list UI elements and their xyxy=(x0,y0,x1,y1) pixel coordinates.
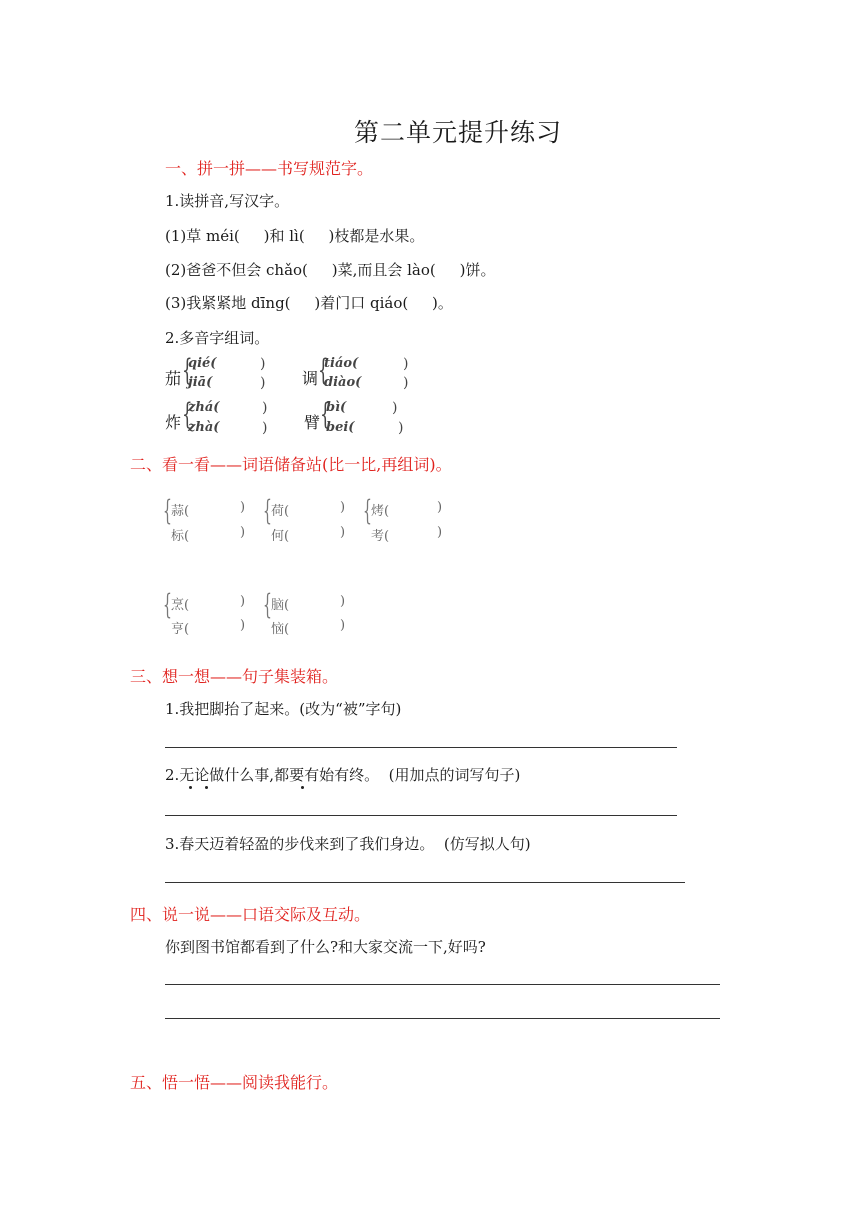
pair-bottom: 何( xyxy=(271,529,290,544)
pair-close: ) xyxy=(240,618,246,633)
s3-item-1: 1.我把脚抬了起来。(改为“被”字句) xyxy=(165,700,402,718)
brace-icon: { xyxy=(163,588,172,621)
s3-item-2: 2.无论做什么事,都要有始有终。 (用加点的词写句子) xyxy=(165,766,521,784)
poly-close: ) xyxy=(262,400,268,416)
pair-bottom: 标( xyxy=(171,529,190,544)
brace-icon: { xyxy=(320,397,331,432)
poly-close: ) xyxy=(403,375,409,391)
pair-top: 荷( xyxy=(271,504,290,519)
poly-char: 臂 xyxy=(304,413,321,432)
s4-prompt: 你到图书馆都看到了什么?和大家交流一下,好吗? xyxy=(165,938,486,956)
brace-icon: { xyxy=(263,494,272,527)
section-5-heading: 五、悟一悟——阅读我能行。 xyxy=(130,1073,339,1092)
section-4-heading: 四、说一说——口语交际及互动。 xyxy=(130,905,371,924)
poly-reading: qié( xyxy=(188,356,217,371)
answer-line[interactable] xyxy=(165,1018,720,1019)
section-1-heading: 一、拼一拼——书写规范字。 xyxy=(165,159,374,178)
pair-close: ) xyxy=(240,525,246,540)
answer-line[interactable] xyxy=(165,984,720,985)
q1-prompt: 1.读拼音,写汉字。 xyxy=(165,192,290,210)
poly-close: ) xyxy=(398,420,404,436)
q2-prompt: 2.多音字组词。 xyxy=(165,329,270,347)
poly-reading: jiā( xyxy=(188,375,213,390)
poly-reading: zhà( xyxy=(188,420,220,435)
pair-close: ) xyxy=(340,618,346,633)
brace-icon: { xyxy=(363,494,372,527)
pair-top: 烹( xyxy=(171,598,190,613)
pair-top: 蒜( xyxy=(171,504,190,519)
emphasis-dot xyxy=(301,786,304,789)
emphasis-dot xyxy=(189,786,192,789)
poly-reading: bì( xyxy=(326,400,347,415)
pair-bottom: 考( xyxy=(371,529,390,544)
poly-close: ) xyxy=(403,356,409,372)
poly-close: ) xyxy=(260,356,266,372)
brace-icon: { xyxy=(163,494,172,527)
q1-line-2: (2)爸爸不但会 chǎo( )菜,而且会 lào( )饼。 xyxy=(165,261,496,279)
pair-close: ) xyxy=(240,500,246,515)
pair-close: ) xyxy=(340,500,346,515)
section-3-heading: 三、想一想——句子集装箱。 xyxy=(130,667,339,686)
brace-icon: { xyxy=(263,588,272,621)
pair-close: ) xyxy=(437,525,443,540)
emphasis-dot xyxy=(205,786,208,789)
pair-close: ) xyxy=(340,594,346,609)
pair-top: 烤( xyxy=(371,504,390,519)
page-title: 第二单元提升练习 xyxy=(354,118,563,147)
poly-reading: diào( xyxy=(324,375,362,390)
pair-close: ) xyxy=(437,500,443,515)
poly-char: 调 xyxy=(302,369,319,388)
answer-line[interactable] xyxy=(165,747,677,748)
q1-line-1: (1)草 méi( )和 lì( )枝都是水果。 xyxy=(165,227,425,245)
q1-line-3: (3)我紧紧地 dīng( )着门口 qiáo( )。 xyxy=(165,294,453,312)
section-2-heading: 二、看一看——词语储备站(比一比,再组词)。 xyxy=(130,455,452,474)
answer-line[interactable] xyxy=(165,882,685,883)
brace-icon: { xyxy=(318,353,329,388)
pair-top: 脑( xyxy=(271,598,290,613)
poly-close: ) xyxy=(262,420,268,436)
pair-bottom: 恼( xyxy=(271,622,290,637)
pair-close: ) xyxy=(240,594,246,609)
poly-reading: tiáo( xyxy=(324,356,359,371)
poly-reading: zhá( xyxy=(188,400,220,415)
poly-reading: bei( xyxy=(326,420,355,435)
poly-close: ) xyxy=(260,375,266,391)
poly-char: 炸 xyxy=(165,413,182,432)
answer-line[interactable] xyxy=(165,815,677,816)
poly-char: 茄 xyxy=(165,369,182,388)
s3-item-3: 3.春天迈着轻盈的步伐来到了我们身边。 (仿写拟人句) xyxy=(165,835,531,853)
brace-icon: { xyxy=(182,353,193,388)
pair-bottom: 亨( xyxy=(171,622,190,637)
pair-close: ) xyxy=(340,525,346,540)
brace-icon: { xyxy=(182,397,193,432)
poly-close: ) xyxy=(392,400,398,416)
